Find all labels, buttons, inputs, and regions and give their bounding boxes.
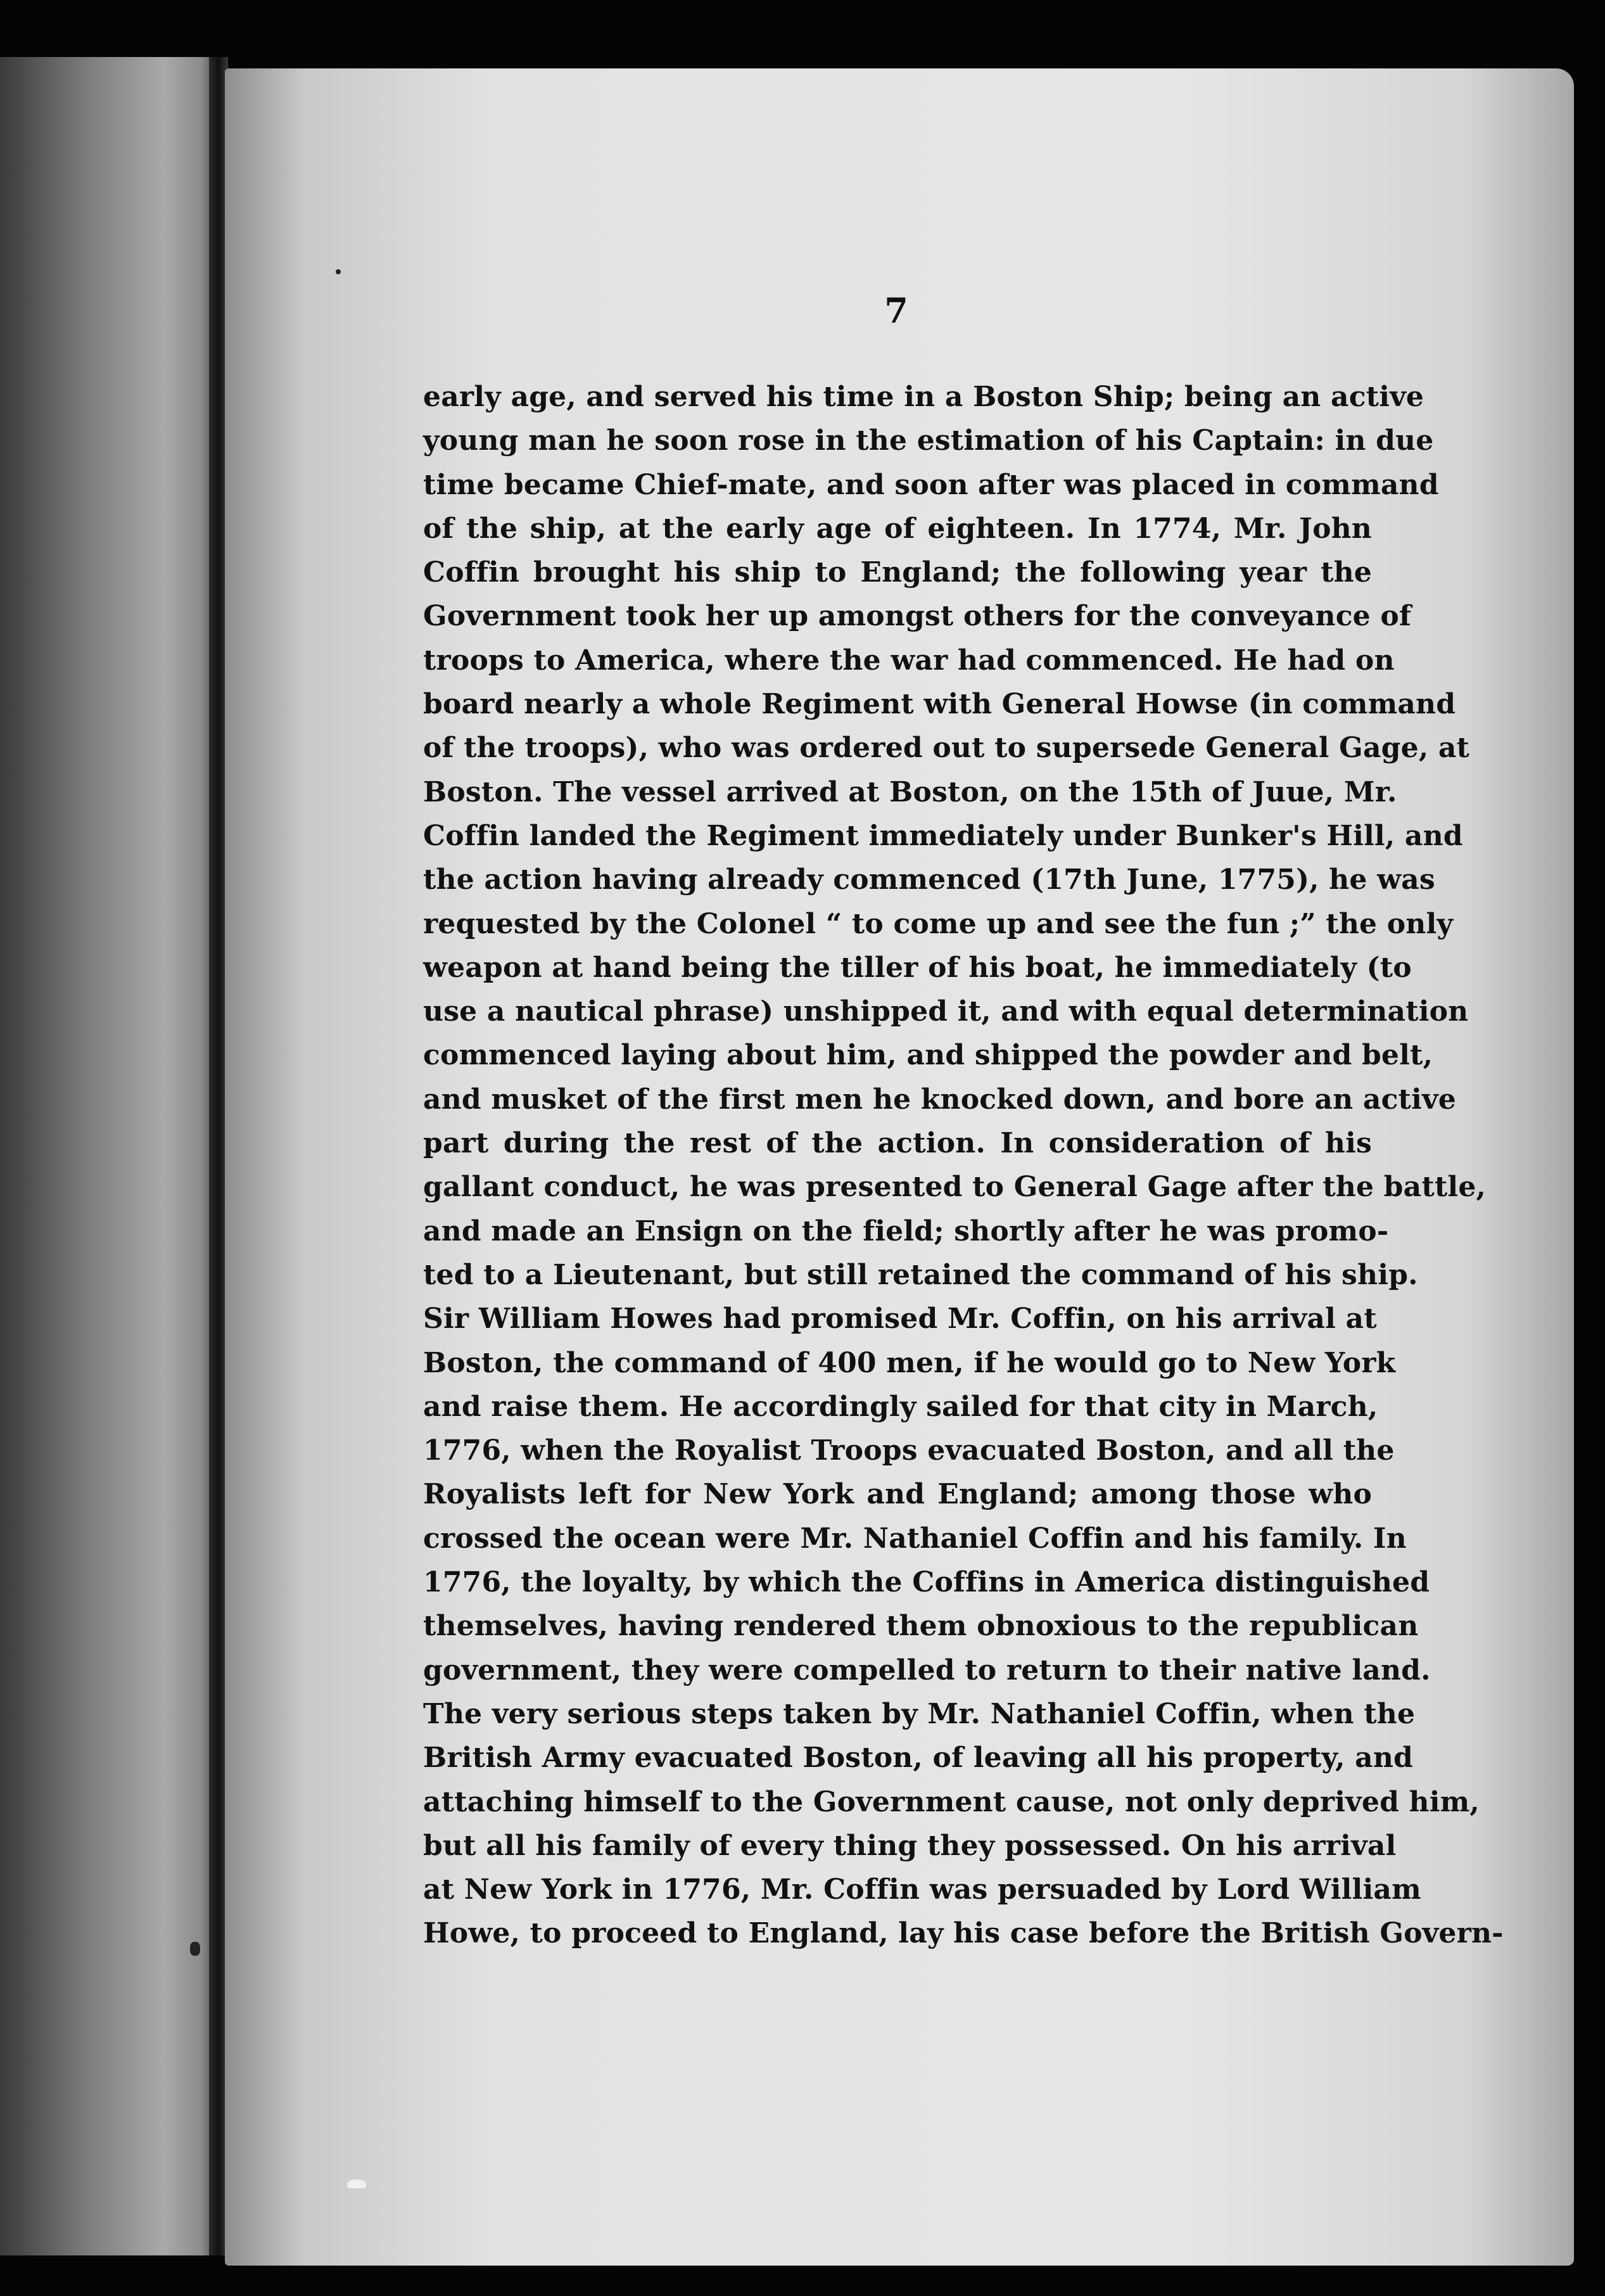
text-line: troops to America, where the war had commenced. He had on	[423, 644, 1395, 677]
text-line: Sir William Howes had promised Mr. Coffin, on his arrival at	[423, 1303, 1377, 1336]
text-line: gallant conduct, he was presented to General Gage after the battle,	[423, 1171, 1487, 1204]
text-line: and made an Ensign on the field; shortly after he was promo-	[423, 1215, 1389, 1247]
text-line: and raise them. He accordingly sailed for that city in March,	[423, 1390, 1378, 1423]
text-line: British Army evacuated Boston, of leaving all his property, and	[423, 1742, 1413, 1775]
text-line: time became Chief-mate, and soon after was placed in command	[423, 468, 1439, 501]
text-line: of the ship, at the early age of eighteen. In 1774, Mr. John	[423, 512, 1372, 545]
text-line: Government took her up amongst others for the conveyance of	[423, 600, 1412, 633]
text-line: Boston. The vessel arrived at Boston, on the 15th of Juue, Mr.	[423, 775, 1397, 808]
text-line: use a nautical phrase) unshipped it, and with equal determination	[423, 995, 1469, 1028]
text-line: but all his family of every thing they possessed. On his arrival	[423, 1829, 1397, 1862]
text-line: the action having already commenced (17th June, 1775), he was	[423, 864, 1435, 896]
ink-speck	[190, 1942, 200, 1956]
text-line: Coffin landed the Regiment immediately under Bunker's Hill, and	[423, 819, 1463, 852]
text-line: of the troops), who was ordered out to supersede General Gage, at	[423, 732, 1470, 765]
text-line: Royalists left for New York and England; among those who	[423, 1478, 1372, 1511]
text-line: 1776, when the Royalist Troops evacuated Boston, and all the	[423, 1434, 1395, 1467]
text-line: weapon at hand being the tiller of his boat, he immediately (to	[423, 951, 1412, 984]
text-line: part during the rest of the action. In consideration of his	[423, 1127, 1372, 1160]
text-line: early age, and served his time in a Boston Ship; being an active	[423, 381, 1424, 413]
text-line: Coffin brought his ship to England; the following year the	[423, 556, 1372, 589]
text-line: crossed the ocean were Mr. Nathaniel Coffin and his family. In	[423, 1522, 1407, 1555]
facing-page-edge	[0, 57, 219, 2255]
text-line: requested by the Colonel “ to come up and see the fun ;” the only	[423, 907, 1454, 940]
text-line: government, they were compelled to return to their native land.	[423, 1654, 1431, 1687]
text-line: and musket of the first men he knocked down, and bore an active	[423, 1083, 1456, 1116]
text-line: board nearly a whole Regiment with General Howse (in command	[423, 688, 1456, 721]
text-line: ted to a Lieutenant, but still retained the command of his ship.	[423, 1258, 1418, 1291]
ink-speck	[336, 269, 341, 274]
text-line: commenced laying about him, and shipped the powder and belt,	[423, 1039, 1433, 1072]
text-line: young man he soon rose in the estimation of his Captain: in due	[423, 424, 1434, 457]
body-text	[423, 375, 1504, 1956]
text-line: attaching himself to the Government cause, not only deprived him,	[423, 1785, 1480, 1818]
text-line: 1776, the loyalty, by which the Coffins in America distinguished	[423, 1566, 1430, 1599]
page-number: 7	[884, 290, 908, 331]
text-line: The very serious steps taken by Mr. Nathaniel Coffin, when the	[423, 1697, 1416, 1730]
text-line: Howe, to proceed to England, lay his case before the British Govern-	[423, 1917, 1504, 1950]
text-line: at New York in 1776, Mr. Coffin was persuaded by Lord William	[423, 1873, 1421, 1906]
paper-flaw	[347, 2179, 366, 2188]
text-line: themselves, having rendered them obnoxious to the republican	[423, 1610, 1419, 1643]
text-line: Boston, the command of 400 men, if he would go to New York	[423, 1346, 1396, 1379]
